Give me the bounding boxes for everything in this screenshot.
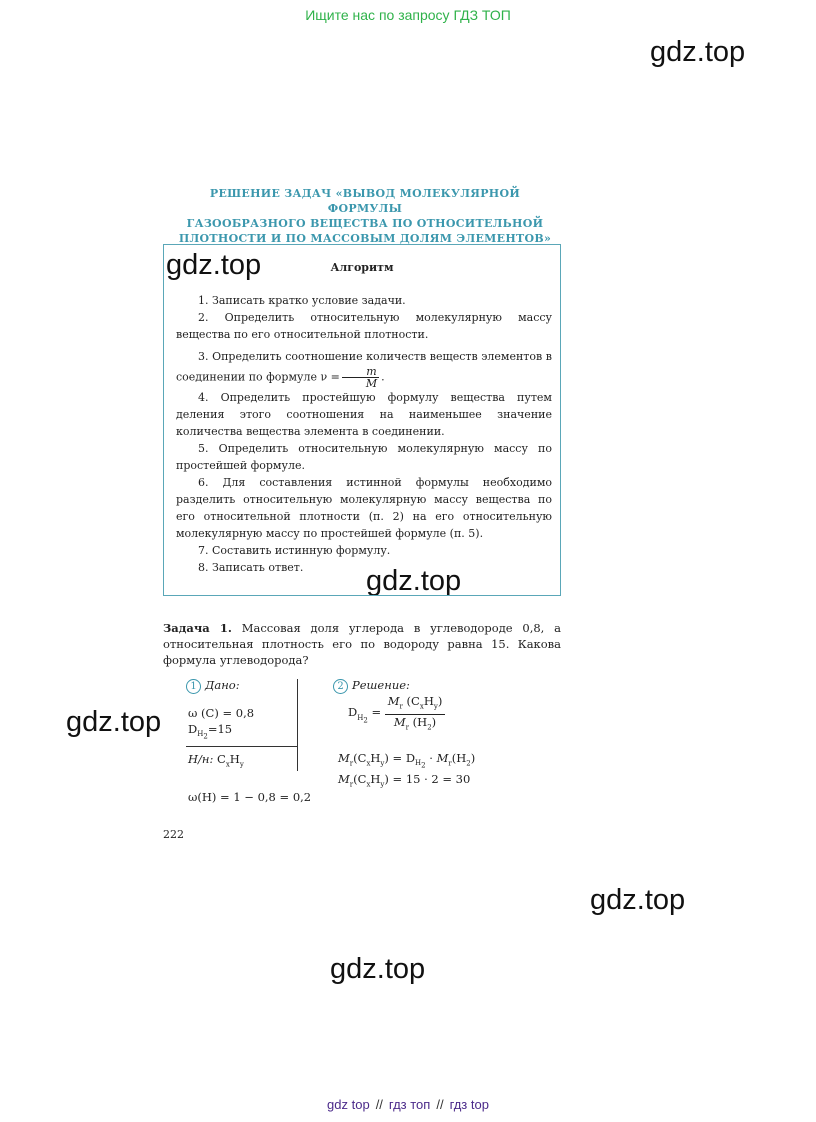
divider-vertical: [297, 679, 298, 771]
solution-line-1: $M_r(C_xH_y) = D_{H_2} \cdot M_r(H_2)$: [338, 751, 476, 770]
algorithm-step: [176, 347, 552, 389]
bottom-links: gdz top // гдз топ // гдз top: [327, 1097, 489, 1112]
density-symbol: D: [188, 722, 198, 736]
formula-end: .: [381, 370, 385, 384]
solution-line-2: $M_r(C_xH_y) = 15 \cdot 2 = 30$: [338, 772, 471, 789]
task-statement: [163, 620, 561, 668]
algorithm-step: 2. Определить относительную молекулярную массу вещества по его относительной плотности.: [176, 311, 552, 341]
solution-number: 2: [333, 679, 348, 694]
algorithm-step: 5. Определить относительную молекулярную массу по простейшей формуле.: [176, 442, 552, 472]
heading-line: РЕШЕНИЕ ЗАДАЧ «ВЫВОД МОЛЕКУЛЯРНОЙ ФОРМУЛЫ: [209, 187, 521, 215]
page-number: 222: [163, 828, 184, 841]
watermark: gdz.top: [166, 249, 262, 281]
algorithm-title: Алгоритм: [330, 261, 394, 274]
algorithm-step: 6. Для составления истинной формулы необходимо разделить относительную молекулярную массу вещества по его относительной плотности (п. 2) на его относительную молекулярную массу по простейшей формуле (п. 5).: [176, 476, 552, 540]
watermark: gdz.top: [66, 706, 162, 738]
watermark: gdz.top: [590, 884, 686, 916]
find-label: Н/н:: [188, 752, 214, 766]
algorithm-step: 7. Составить истинную формулу.: [198, 544, 391, 557]
given-omega-c: ω (C) = 0,8: [188, 706, 255, 720]
algorithm-step: 4. Определить простейшую формулу вещества путем деления этого соотношения на наименьшее значение количества вещества элемента в соединении.: [176, 391, 552, 438]
density-fraction: $\frac{M_r (C_xH_y)}{M_r (H_2)}$: [385, 694, 446, 736]
task-label: Задача 1.: [163, 621, 232, 635]
section-heading: [172, 186, 558, 246]
fraction-numerator: m: [342, 366, 379, 378]
solution-formula: $D_{H_2}$ = $\frac{M_r (C_xH_y)}{M_r (H_2)}$: [348, 694, 445, 736]
given-number: 1: [186, 679, 201, 694]
divider-horizontal: [186, 746, 297, 747]
heading-line: ГАЗООБРАЗНОГО ВЕЩЕСТВА ПО ОТНОСИТЕЛЬНОЙ: [186, 217, 544, 230]
watermark: gdz.top: [330, 953, 426, 985]
bottom-link[interactable]: гдз топ: [388, 1097, 431, 1112]
formula-nu: ν =: [320, 370, 340, 384]
density-value: =15: [207, 722, 233, 736]
formula-fraction: [342, 366, 379, 389]
omega-h-line: ω(H) = 1 − 0,8 = 0,2: [188, 790, 312, 804]
given-density: $D_{H_2}=15$: [188, 722, 233, 741]
watermark: gdz.top: [366, 565, 462, 597]
heading-line: ПЛОТНОСТИ И ПО МАССОВЫМ ДОЛЯМ ЭЛЕМЕНТОВ»: [178, 232, 552, 245]
algorithm-step: 8. Записать ответ.: [198, 561, 304, 574]
solution-label: Решение:: [352, 678, 410, 692]
step-text: 3. Определить соотношение количеств веществ элементов в соединении по формуле: [176, 350, 552, 384]
given-header: [186, 678, 240, 694]
algorithm-step: 1. Записать кратко условие задачи.: [198, 294, 406, 307]
bottom-link[interactable]: gdz top: [327, 1097, 370, 1112]
task-text: Массовая доля углерода в углеводороде 0,8, а относительная плотность его по водороду равна 15. Какова формула углеводорода?: [163, 621, 561, 667]
top-search-link[interactable]: Ищите нас по запросу ГДЗ ТОП: [305, 7, 511, 23]
watermark: gdz.top: [650, 36, 746, 68]
algorithm-steps: [176, 292, 552, 576]
find-line: Н/н: $C_xH_y$: [188, 752, 244, 769]
solution-header: [333, 678, 410, 694]
bottom-link[interactable]: гдз top: [449, 1097, 489, 1112]
fraction-denominator: M: [365, 377, 378, 390]
given-label: Дано:: [205, 678, 240, 692]
